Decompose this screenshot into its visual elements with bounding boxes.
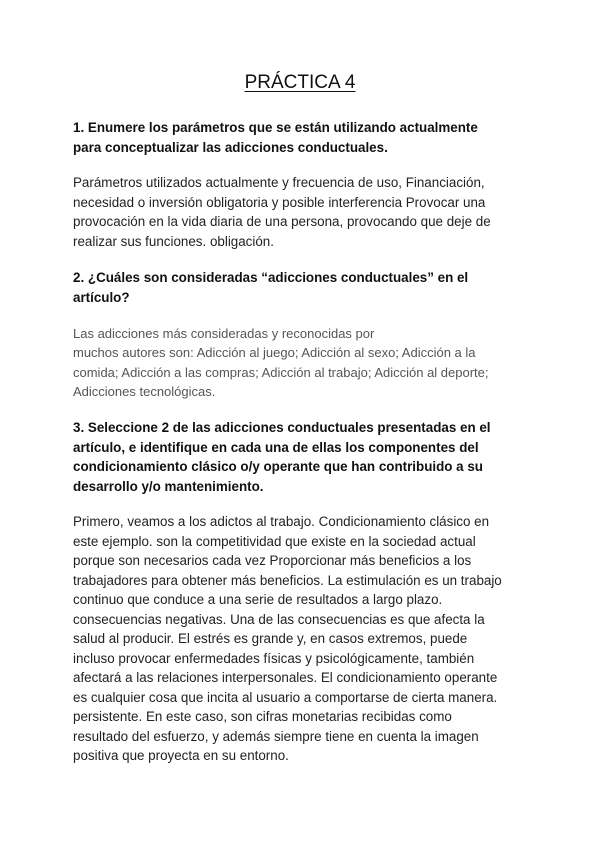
answer-3-line: trabajadores para obtener más beneficios. La estimulación es un trabajo xyxy=(73,572,502,588)
question-1-line: para conceptualizar las adicciones conductuales. xyxy=(73,139,388,155)
question-3-line: condicionamiento clásico o/y operante que han contribuido a su xyxy=(73,459,483,474)
answer-1-line: necesidad o inversión obligatoria y posible interferencia Provocar una xyxy=(73,194,486,210)
question-1 xyxy=(73,118,533,157)
answer-2 xyxy=(73,324,543,401)
answer-2-line: Adicciones tecnológicas. xyxy=(73,383,216,399)
question-3-line: desarrollo y/o mantenimiento. xyxy=(73,478,264,494)
answer-3-line: porque son necesarios cada vez Proporcionar más beneficios a los xyxy=(73,553,472,568)
answer-3-line: consecuencias negativas. Una de las consecuencias es que afecta la xyxy=(73,611,485,627)
answer-3-line: positiva que proyecta en su entorno. xyxy=(73,748,289,763)
answer-2-line: comida; Adicción a las compras; Adicción al trabajo; Adicción al deporte; xyxy=(73,364,489,380)
question-3-line: artículo, e identifique en cada una de ellas los componentes del xyxy=(73,439,479,455)
answer-3-line: resultado del esfuerzo, y además siempre tiene en cuenta la imagen xyxy=(73,728,479,744)
question-2 xyxy=(73,268,533,307)
question-1-line: 1. Enumere los parámetros que se están utilizando actualmente xyxy=(73,120,478,135)
answer-3 xyxy=(73,512,543,766)
answer-2-line: Las adicciones más consideradas y reconocidas por xyxy=(73,326,375,341)
answer-1-line: provocación en la vida diaria de una persona, provocando que deje de xyxy=(73,214,491,229)
question-2-line: 2. ¿Cuáles son consideradas “adicciones conductuales” en el xyxy=(73,270,469,285)
answer-3-line: incluso provocar enfermedades físicas y psicológicamente, también xyxy=(73,650,475,666)
question-2-line: artículo? xyxy=(73,289,130,305)
answer-2-line: muchos autores son: Adicción al juego; Adicción al sexo; Adicción a la xyxy=(73,345,476,361)
answer-3-line: salud al producir. El estrés es grande y, en casos extremos, puede xyxy=(73,631,468,646)
answer-3-line: afectará a las relaciones interpersonales. El condicionamiento operante xyxy=(73,670,498,685)
answer-1-line: Parámetros utilizados actualmente y frecuencia de uso, Financiación, xyxy=(73,175,485,190)
answer-1 xyxy=(73,173,535,251)
answer-3-line: Primero, veamos a los adictos al trabajo. Condicionamiento clásico en xyxy=(73,514,490,529)
page-title: PRÁCTICA 4 xyxy=(244,72,356,93)
answer-3-line: continuo que conduce a una serie de resultados a largo plazo. xyxy=(73,592,443,607)
answer-3-line: es cualquier cosa que incita al usuario a comportarse de cierta manera. xyxy=(73,689,498,705)
question-3-line: 3. Seleccione 2 de las adicciones conductuales presentadas en el xyxy=(73,420,491,435)
answer-3-line: este ejemplo. son la competitividad que existe en la sociedad actual xyxy=(73,533,476,549)
answer-1-line: realizar sus funciones. obligación. xyxy=(73,233,274,249)
question-3 xyxy=(73,418,543,496)
answer-3-line: persistente. En este caso, son cifras monetarias recibidas como xyxy=(73,709,452,724)
